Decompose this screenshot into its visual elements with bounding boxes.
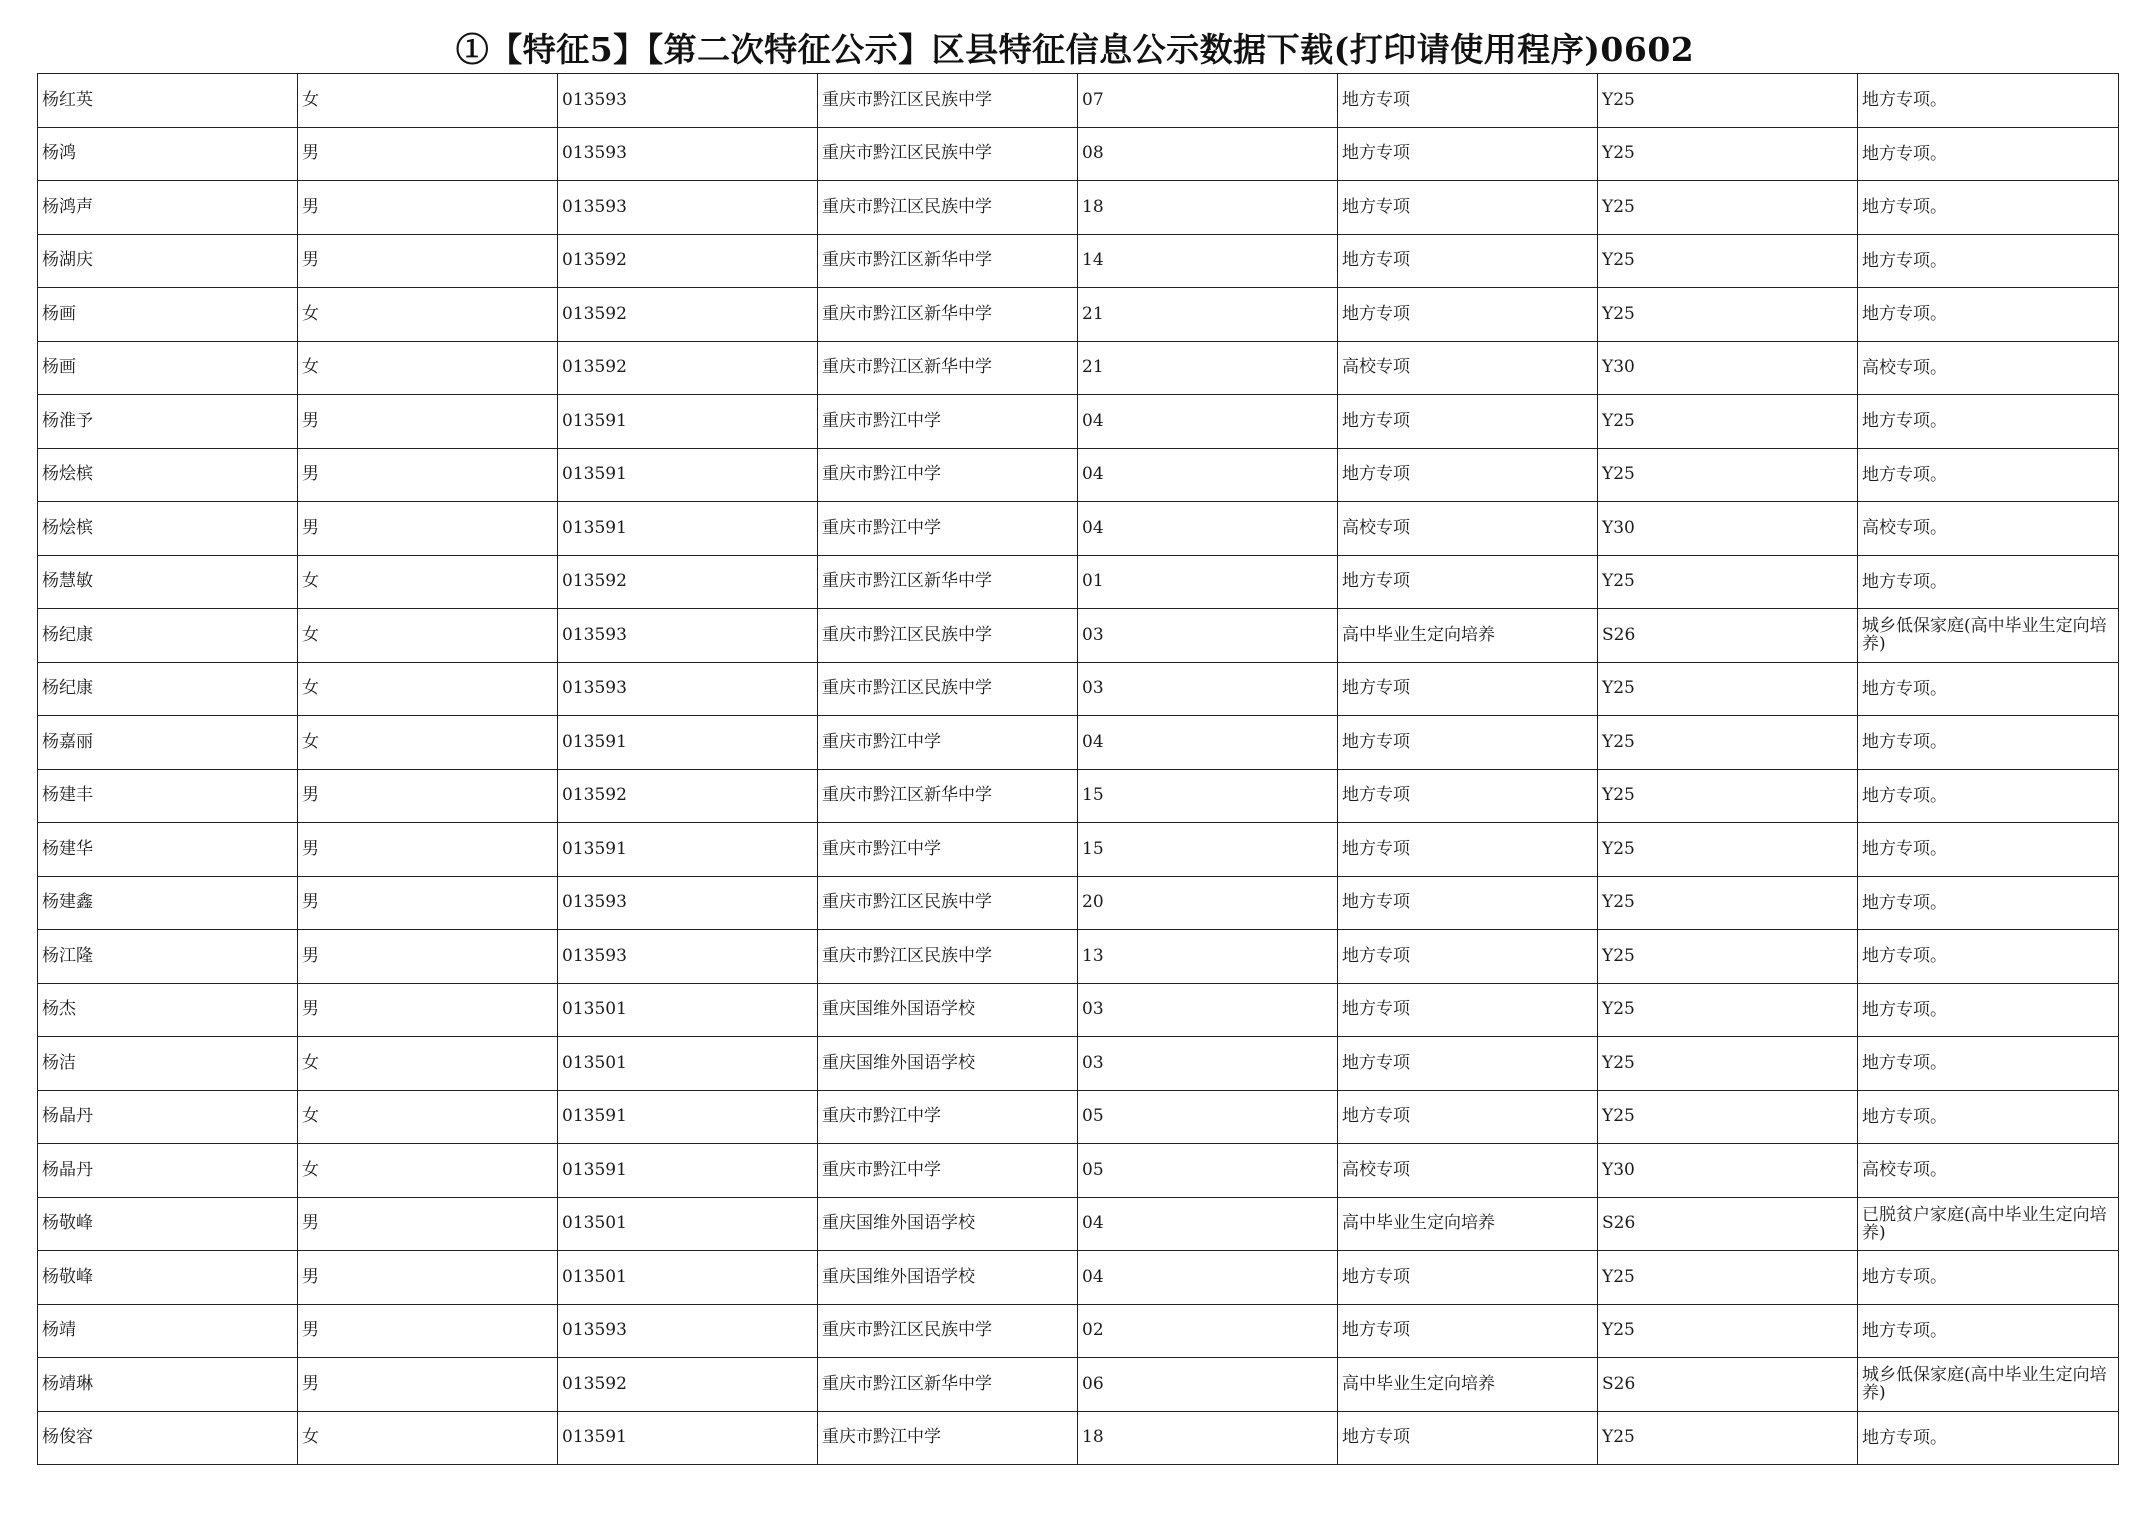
name-cell: 杨晶丹: [38, 1090, 298, 1144]
class-cell: 03: [1078, 609, 1338, 663]
school-code-cell: 013501: [558, 1037, 818, 1091]
note-cell: 已脱贫户家庭(高中毕业生定向培养): [1858, 1197, 2119, 1251]
note-cell: 地方专项。: [1858, 930, 2119, 984]
note-cell: 地方专项。: [1858, 288, 2119, 342]
table-row: [38, 1090, 2119, 1144]
school-name-cell: 重庆市黔江中学: [818, 395, 1078, 449]
name-cell: 杨纪康: [38, 662, 298, 716]
note-cell: 地方专项。: [1858, 823, 2119, 877]
school-code-cell: 013593: [558, 127, 818, 181]
school-name-cell: 重庆市黔江中学: [818, 823, 1078, 877]
school-code-cell: 013591: [558, 395, 818, 449]
gender-cell: 男: [298, 234, 558, 288]
school-name-cell: 重庆国维外国语学校: [818, 1251, 1078, 1305]
note-cell: 地方专项。: [1858, 448, 2119, 502]
school-name-cell: 重庆市黔江区民族中学: [818, 876, 1078, 930]
name-cell: 杨红英: [38, 74, 298, 128]
school-name-cell: 重庆市黔江区新华中学: [818, 234, 1078, 288]
name-cell: 杨建丰: [38, 769, 298, 823]
note-cell: 地方专项。: [1858, 1304, 2119, 1358]
type-code-cell: Y25: [1598, 181, 1858, 235]
table-row: [38, 662, 2119, 716]
type-code-cell: Y25: [1598, 1304, 1858, 1358]
school-name-cell: 重庆市黔江区新华中学: [818, 555, 1078, 609]
note-cell: 地方专项。: [1858, 234, 2119, 288]
note-cell: 地方专项。: [1858, 1251, 2119, 1305]
table-row: [38, 288, 2119, 342]
type-code-cell: Y25: [1598, 930, 1858, 984]
table-row: [38, 1251, 2119, 1305]
school-name-cell: 重庆市黔江区民族中学: [818, 181, 1078, 235]
school-name-cell: 重庆市黔江区民族中学: [818, 127, 1078, 181]
type-code-cell: S26: [1598, 609, 1858, 663]
gender-cell: 男: [298, 983, 558, 1037]
school-name-cell: 重庆国维外国语学校: [818, 983, 1078, 1037]
category-cell: 地方专项: [1338, 127, 1598, 181]
school-code-cell: 013591: [558, 448, 818, 502]
page-title: ①【特征5】【第二次特征公示】区县特征信息公示数据下载(打印请使用程序)0602: [455, 30, 1695, 69]
school-code-cell: 013593: [558, 609, 818, 663]
school-code-cell: 013591: [558, 716, 818, 770]
name-cell: 杨嘉丽: [38, 716, 298, 770]
class-cell: 05: [1078, 1090, 1338, 1144]
gender-cell: 男: [298, 876, 558, 930]
category-cell: 地方专项: [1338, 662, 1598, 716]
name-cell: 杨杰: [38, 983, 298, 1037]
type-code-cell: Y25: [1598, 288, 1858, 342]
school-code-cell: 013591: [558, 1144, 818, 1198]
school-name-cell: 重庆市黔江区民族中学: [818, 609, 1078, 663]
school-code-cell: 013592: [558, 1358, 818, 1412]
school-code-cell: 013593: [558, 181, 818, 235]
type-code-cell: Y25: [1598, 769, 1858, 823]
name-cell: 杨建鑫: [38, 876, 298, 930]
name-cell: 杨晶丹: [38, 1144, 298, 1198]
school-code-cell: 013501: [558, 1251, 818, 1305]
type-code-cell: Y30: [1598, 1144, 1858, 1198]
gender-cell: 女: [298, 1037, 558, 1091]
note-cell: 地方专项。: [1858, 1090, 2119, 1144]
category-cell: 高中毕业生定向培养: [1338, 1358, 1598, 1412]
table-row: [38, 769, 2119, 823]
class-cell: 07: [1078, 74, 1338, 128]
category-cell: 高校专项: [1338, 341, 1598, 395]
school-code-cell: 013593: [558, 876, 818, 930]
gender-cell: 男: [298, 448, 558, 502]
name-cell: 杨烩槟: [38, 448, 298, 502]
class-cell: 15: [1078, 769, 1338, 823]
class-cell: 04: [1078, 502, 1338, 556]
table-row: [38, 823, 2119, 877]
table-row: [38, 876, 2119, 930]
type-code-cell: Y30: [1598, 341, 1858, 395]
school-name-cell: 重庆市黔江中学: [818, 448, 1078, 502]
class-cell: 04: [1078, 1197, 1338, 1251]
table-row: [38, 930, 2119, 984]
data-table: [37, 73, 2119, 1465]
name-cell: 杨慧敏: [38, 555, 298, 609]
category-cell: 地方专项: [1338, 74, 1598, 128]
category-cell: 地方专项: [1338, 288, 1598, 342]
gender-cell: 男: [298, 930, 558, 984]
school-name-cell: 重庆市黔江中学: [818, 1411, 1078, 1465]
name-cell: 杨画: [38, 341, 298, 395]
gender-cell: 男: [298, 181, 558, 235]
table-row: [38, 555, 2119, 609]
table-row: [38, 448, 2119, 502]
category-cell: 地方专项: [1338, 234, 1598, 288]
gender-cell: 女: [298, 1090, 558, 1144]
school-code-cell: 013501: [558, 1197, 818, 1251]
type-code-cell: Y25: [1598, 127, 1858, 181]
school-name-cell: 重庆市黔江区民族中学: [818, 662, 1078, 716]
class-cell: 03: [1078, 983, 1338, 1037]
gender-cell: 女: [298, 341, 558, 395]
note-cell: 高校专项。: [1858, 502, 2119, 556]
class-cell: 04: [1078, 1251, 1338, 1305]
category-cell: 地方专项: [1338, 1411, 1598, 1465]
type-code-cell: Y25: [1598, 234, 1858, 288]
gender-cell: 男: [298, 127, 558, 181]
school-code-cell: 013591: [558, 1090, 818, 1144]
table-row: [38, 716, 2119, 770]
school-code-cell: 013592: [558, 769, 818, 823]
school-code-cell: 013592: [558, 234, 818, 288]
name-cell: 杨纪康: [38, 609, 298, 663]
table-row: [38, 1037, 2119, 1091]
table-row: [38, 395, 2119, 449]
class-cell: 14: [1078, 234, 1338, 288]
note-cell: 地方专项。: [1858, 1037, 2119, 1091]
table-row: [38, 983, 2119, 1037]
school-name-cell: 重庆市黔江区民族中学: [818, 930, 1078, 984]
school-name-cell: 重庆市黔江区新华中学: [818, 769, 1078, 823]
note-cell: 地方专项。: [1858, 1411, 2119, 1465]
school-code-cell: 013592: [558, 555, 818, 609]
category-cell: 地方专项: [1338, 1251, 1598, 1305]
category-cell: 高中毕业生定向培养: [1338, 609, 1598, 663]
type-code-cell: Y25: [1598, 1037, 1858, 1091]
school-code-cell: 013501: [558, 983, 818, 1037]
type-code-cell: S26: [1598, 1197, 1858, 1251]
gender-cell: 男: [298, 1197, 558, 1251]
gender-cell: 女: [298, 662, 558, 716]
school-name-cell: 重庆市黔江中学: [818, 716, 1078, 770]
type-code-cell: Y30: [1598, 502, 1858, 556]
class-cell: 21: [1078, 288, 1338, 342]
note-cell: 城乡低保家庭(高中毕业生定向培养): [1858, 609, 2119, 663]
category-cell: 地方专项: [1338, 555, 1598, 609]
school-code-cell: 013593: [558, 930, 818, 984]
type-code-cell: Y25: [1598, 74, 1858, 128]
name-cell: 杨淮予: [38, 395, 298, 449]
note-cell: 高校专项。: [1858, 1144, 2119, 1198]
note-cell: 地方专项。: [1858, 716, 2119, 770]
gender-cell: 男: [298, 1251, 558, 1305]
class-cell: 18: [1078, 181, 1338, 235]
table-body: [38, 74, 2119, 1465]
school-name-cell: 重庆市黔江中学: [818, 502, 1078, 556]
type-code-cell: Y25: [1598, 1251, 1858, 1305]
gender-cell: 男: [298, 823, 558, 877]
note-cell: 地方专项。: [1858, 181, 2119, 235]
note-cell: 城乡低保家庭(高中毕业生定向培养): [1858, 1358, 2119, 1412]
name-cell: 杨敬峰: [38, 1251, 298, 1305]
class-cell: 15: [1078, 823, 1338, 877]
note-cell: 地方专项。: [1858, 876, 2119, 930]
table-row: [38, 341, 2119, 395]
name-cell: 杨靖: [38, 1304, 298, 1358]
type-code-cell: Y25: [1598, 876, 1858, 930]
gender-cell: 男: [298, 1358, 558, 1412]
type-code-cell: Y25: [1598, 823, 1858, 877]
gender-cell: 女: [298, 609, 558, 663]
table-row: [38, 234, 2119, 288]
class-cell: 18: [1078, 1411, 1338, 1465]
name-cell: 杨俊容: [38, 1411, 298, 1465]
school-name-cell: 重庆市黔江区新华中学: [818, 341, 1078, 395]
category-cell: 地方专项: [1338, 716, 1598, 770]
gender-cell: 女: [298, 74, 558, 128]
school-name-cell: 重庆市黔江区民族中学: [818, 1304, 1078, 1358]
class-cell: 13: [1078, 930, 1338, 984]
type-code-cell: Y25: [1598, 716, 1858, 770]
note-cell: 地方专项。: [1858, 74, 2119, 128]
category-cell: 地方专项: [1338, 448, 1598, 502]
table-row: [38, 1197, 2119, 1251]
note-cell: 地方专项。: [1858, 555, 2119, 609]
category-cell: 地方专项: [1338, 823, 1598, 877]
name-cell: 杨烩槟: [38, 502, 298, 556]
gender-cell: 女: [298, 555, 558, 609]
gender-cell: 男: [298, 1304, 558, 1358]
school-code-cell: 013593: [558, 662, 818, 716]
category-cell: 地方专项: [1338, 930, 1598, 984]
category-cell: 高校专项: [1338, 1144, 1598, 1198]
gender-cell: 女: [298, 716, 558, 770]
class-cell: 04: [1078, 716, 1338, 770]
table-row: [38, 74, 2119, 128]
table-row: [38, 1411, 2119, 1465]
gender-cell: 女: [298, 1411, 558, 1465]
class-cell: 03: [1078, 1037, 1338, 1091]
gender-cell: 男: [298, 395, 558, 449]
school-code-cell: 013593: [558, 1304, 818, 1358]
school-code-cell: 013592: [558, 288, 818, 342]
category-cell: 地方专项: [1338, 181, 1598, 235]
school-name-cell: 重庆市黔江区民族中学: [818, 74, 1078, 128]
gender-cell: 男: [298, 502, 558, 556]
category-cell: 地方专项: [1338, 876, 1598, 930]
school-name-cell: 重庆国维外国语学校: [818, 1037, 1078, 1091]
class-cell: 20: [1078, 876, 1338, 930]
type-code-cell: Y25: [1598, 448, 1858, 502]
school-name-cell: 重庆市黔江中学: [818, 1144, 1078, 1198]
school-name-cell: 重庆市黔江区新华中学: [818, 1358, 1078, 1412]
class-cell: 03: [1078, 662, 1338, 716]
note-cell: 地方专项。: [1858, 395, 2119, 449]
class-cell: 01: [1078, 555, 1338, 609]
school-name-cell: 重庆市黔江区新华中学: [818, 288, 1078, 342]
class-cell: 02: [1078, 1304, 1338, 1358]
name-cell: 杨靖琳: [38, 1358, 298, 1412]
table-row: [38, 127, 2119, 181]
class-cell: 04: [1078, 448, 1338, 502]
category-cell: 高校专项: [1338, 502, 1598, 556]
category-cell: 地方专项: [1338, 769, 1598, 823]
school-code-cell: 013591: [558, 1411, 818, 1465]
type-code-cell: Y25: [1598, 555, 1858, 609]
category-cell: 高中毕业生定向培养: [1338, 1197, 1598, 1251]
class-cell: 08: [1078, 127, 1338, 181]
category-cell: 地方专项: [1338, 1304, 1598, 1358]
school-name-cell: 重庆市黔江中学: [818, 1090, 1078, 1144]
gender-cell: 女: [298, 1144, 558, 1198]
school-code-cell: 013592: [558, 341, 818, 395]
class-cell: 04: [1078, 395, 1338, 449]
table-row: [38, 1358, 2119, 1412]
type-code-cell: Y25: [1598, 1411, 1858, 1465]
name-cell: 杨鸿声: [38, 181, 298, 235]
class-cell: 05: [1078, 1144, 1338, 1198]
category-cell: 地方专项: [1338, 395, 1598, 449]
note-cell: 地方专项。: [1858, 769, 2119, 823]
class-cell: 06: [1078, 1358, 1338, 1412]
gender-cell: 男: [298, 769, 558, 823]
name-cell: 杨湖庆: [38, 234, 298, 288]
type-code-cell: Y25: [1598, 395, 1858, 449]
name-cell: 杨画: [38, 288, 298, 342]
name-cell: 杨鸿: [38, 127, 298, 181]
table-row: [38, 1304, 2119, 1358]
type-code-cell: S26: [1598, 1358, 1858, 1412]
table-row: [38, 1144, 2119, 1198]
school-code-cell: 013591: [558, 823, 818, 877]
name-cell: 杨洁: [38, 1037, 298, 1091]
note-cell: 地方专项。: [1858, 662, 2119, 716]
school-code-cell: 013591: [558, 502, 818, 556]
type-code-cell: Y25: [1598, 1090, 1858, 1144]
name-cell: 杨建华: [38, 823, 298, 877]
gender-cell: 女: [298, 288, 558, 342]
category-cell: 地方专项: [1338, 983, 1598, 1037]
note-cell: 地方专项。: [1858, 983, 2119, 1037]
type-code-cell: Y25: [1598, 662, 1858, 716]
table-row: [38, 181, 2119, 235]
name-cell: 杨江隆: [38, 930, 298, 984]
note-cell: 地方专项。: [1858, 127, 2119, 181]
name-cell: 杨敬峰: [38, 1197, 298, 1251]
school-code-cell: 013593: [558, 74, 818, 128]
note-cell: 高校专项。: [1858, 341, 2119, 395]
category-cell: 地方专项: [1338, 1037, 1598, 1091]
class-cell: 21: [1078, 341, 1338, 395]
school-name-cell: 重庆国维外国语学校: [818, 1197, 1078, 1251]
table-row: [38, 609, 2119, 663]
table-row: [38, 502, 2119, 556]
category-cell: 地方专项: [1338, 1090, 1598, 1144]
type-code-cell: Y25: [1598, 983, 1858, 1037]
